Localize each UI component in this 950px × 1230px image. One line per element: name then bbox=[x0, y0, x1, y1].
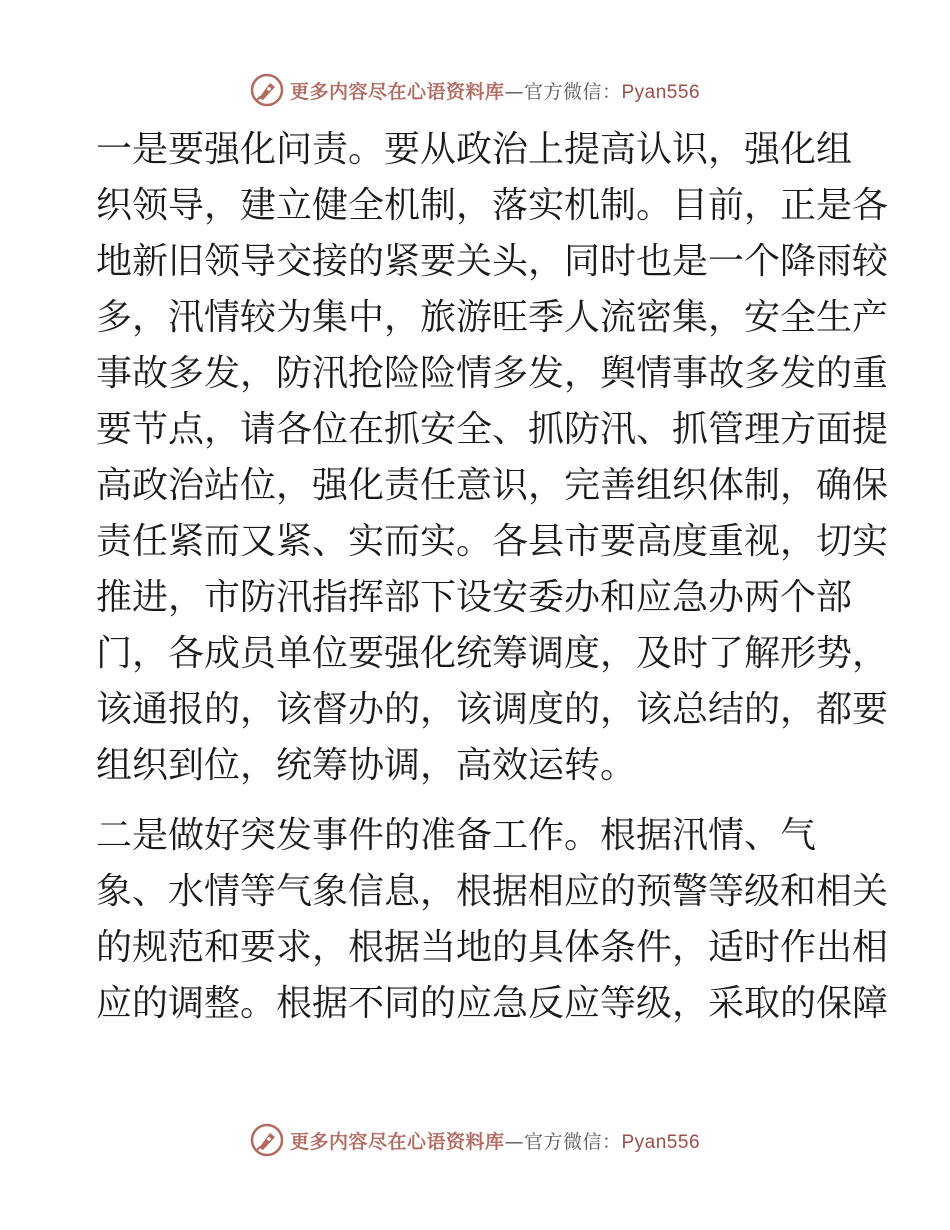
text-line: 应的调整。根据不同的应急反应等级，采取的保障 bbox=[96, 983, 889, 1024]
text-line: 要节点，请各位在抓安全、抓防汛、抓管理方面提 bbox=[96, 409, 889, 450]
paragraph-2 bbox=[96, 808, 889, 1032]
text-line: 象、水情等气象信息，根据相应的预警等级和相关 bbox=[96, 871, 889, 912]
watermark-main-text: 更多内容尽在心语资料库 bbox=[289, 1130, 505, 1153]
text-line: 的规范和要求，根据当地的具体条件，适时作出相 bbox=[96, 927, 889, 968]
text-line: 事故多发，防汛抢险险情多发，舆情事故多发的重 bbox=[96, 353, 889, 394]
paragraph-1 bbox=[96, 122, 889, 794]
pen-nib-logo-icon bbox=[250, 1123, 284, 1157]
watermark-wechat-label: 官方微信： bbox=[523, 80, 622, 103]
watermark-wechat-label: 官方微信： bbox=[523, 1130, 622, 1153]
document-body bbox=[96, 122, 889, 1032]
text-line: 地新旧领导交接的紧要关头，同时也是一个降雨较 bbox=[96, 241, 889, 282]
text-line: 织领导，建立健全机制，落实机制。目前，正是各 bbox=[96, 185, 889, 226]
watermark-wechat-id: Pyan556 bbox=[621, 81, 701, 103]
watermark-banner-bottom bbox=[0, 1120, 950, 1160]
watermark-main-text: 更多内容尽在心语资料库 bbox=[289, 80, 505, 103]
text-line: 门，各成员单位要强化统筹调度，及时了解形势， bbox=[96, 633, 889, 674]
text-line: 组织到位，统筹协调，高效运转。 bbox=[96, 745, 637, 786]
text-line: 多，汛情较为集中，旅游旺季人流密集，安全生产 bbox=[96, 297, 889, 338]
text-line: 推进，市防汛指挥部下设安委办和应急办两个部 bbox=[96, 577, 853, 618]
text-line: 责任紧而又紧、实而实。各县市要高度重视，切实 bbox=[96, 521, 889, 562]
watermark-separator: — bbox=[504, 1130, 524, 1153]
watermark-wechat-id: Pyan556 bbox=[621, 1131, 701, 1153]
text-line: 高政治站位，强化责任意识，完善组织体制，确保 bbox=[96, 465, 889, 506]
text-line: 一是要强化问责。要从政治上提高认识，强化组 bbox=[96, 129, 853, 170]
paragraph-gap bbox=[96, 794, 856, 808]
pen-nib-logo-icon bbox=[250, 73, 284, 107]
text-line: 二是做好突发事件的准备工作。根据汛情、气 bbox=[96, 815, 817, 856]
watermark-separator: — bbox=[504, 80, 524, 103]
watermark-banner-top bbox=[0, 70, 950, 110]
text-line: 该通报的，该督办的，该调度的，该总结的，都要 bbox=[96, 689, 889, 730]
